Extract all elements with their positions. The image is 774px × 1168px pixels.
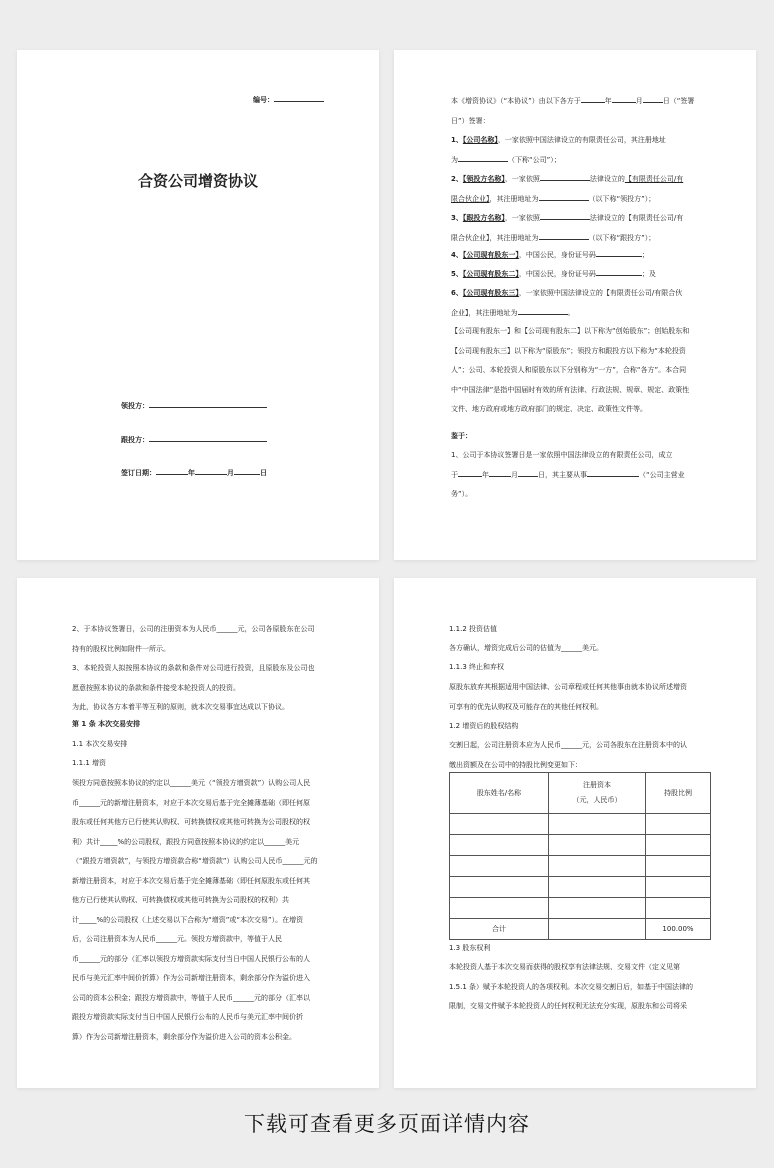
section-1-3-heading: 1.3 股东权利	[449, 944, 491, 952]
party-company: 1、【公司名称】，一家依照中国法律设立的有限责任公司，其注册地址 为 （下称“公司”）；	[451, 136, 666, 164]
whereas-heading: 鉴于：	[451, 432, 472, 440]
table-header-capital: 注册资本 （元，人民币）	[549, 773, 646, 814]
download-more-caption: 下载可查看更多页面详情内容	[244, 1112, 530, 1136]
party-lead-investor: 2、【领投方名称】，一家依照 法律设立的【有限责任公司/有 限合伙企业】，其注册地址为 （以下称“领投方”）；	[451, 170, 711, 209]
lead-investor-line: 领投方：	[121, 396, 267, 416]
table-total-label: 合计	[450, 919, 549, 940]
section-1-1-2-heading: 1.1.2 投资估值	[449, 625, 498, 633]
party-shareholder-1: 4、【公司现有股东一】，中国公民，身份证号码 ；	[451, 246, 711, 266]
rights-paragraph: 本轮投资人基于本次交易而获得的股权享有法律法规、交易文件（定义见第 1.5.1 条）赋予本轮投资人的各项权利。本次交易交割日后，如基于中国法律的 限制，交易文件赋予本轮投资人的任何权利无法充分实现，原股东和公司将采	[449, 963, 694, 1010]
definitions-paragraph: 【公司现有股东一】和【公司现有股东二】以下称为“创始股东”；创始股东和 【公司现有股东三】以下称为“原股东”；领投方和跟投方以下称为“本轮投资 人”；公司、本轮投资人和原股东以下分别称为“一方”，合称“各方”。本合同 中“中国法律”是指中国届时有效的所有法律、行政法规、规章、规定、政策性 文件、地方政府或地方政府部门的规定、决定、政策性文件等。	[451, 327, 690, 413]
valuation-paragraph: 各方确认，增资完成后公司的估值为______美元。	[449, 644, 603, 652]
sign-date-line: 签订日期： 年 月 日	[121, 463, 267, 483]
capital-increase-paragraph: 领投方同意按照本协议的约定以______美元（“领投方增资款”）认购公司人民 币______元的新增注册资本，对应于本次交易后基于完全摊薄基础（即任何原 股东或任何其他方已行使其认购权、可转换债权或其他可转换为公司股权的权 利）共计_____%的公司股权，跟投方同意按照本协议的约定以______美元 （“跟投方增资款”，与领投方增资款合称“增资款”）认购公司人民币______元的 新增注册资本，对应于本次交易后基于完全摊薄基础（即任何原股东或任何其 他方已行使其认购权、可转换债权或其他可转换为公司股权的权利）共 计_____%的公司股权（上述交易以下合称为“增资”或“本次交易”）。在增资 后，公司注册资本为人民币______元。领投方增资款中，等值于人民 币______元的部分（汇率以领投方增资款实际支付当日中国人民银行公布的人 民币与美元汇率中间价折算）作为公司新增注册资本，剩余部分作为溢价进入 公司的资本公积金；跟投方增资款中，等值于人民币______元的部分（汇率以 跟投方增资款实际支付当日中国人民银行公布的人民币与美元汇率中间价折 算）作为公司新增注册资本，剩余部分作为溢价进入公司的资本公积金。	[72, 779, 318, 1041]
table-total-row	[450, 919, 711, 940]
table-row	[450, 877, 711, 898]
section-1-1-3-heading: 1.1.3 终止和弃权	[449, 663, 505, 671]
table-row	[450, 898, 711, 919]
waiver-paragraph: 原股东放弃其根据适用中国法律、公司章程或任何其他事由就本协议所述增资 可享有的优先认购权及可能存在的其他任何权利。	[449, 683, 687, 711]
table-header-row	[450, 773, 711, 814]
table-header-percentage: 持股比例	[646, 773, 711, 814]
table-header-name: 股东姓名/名称	[450, 773, 549, 814]
section-1-2-heading: 1.2 增资后的股权结构	[449, 722, 519, 730]
section-1-1-heading: 1.1 本次交易安排	[72, 740, 128, 748]
article-1-heading: 第 1 条 本次交易安排	[72, 720, 141, 728]
table-row	[450, 835, 711, 856]
section-1-1-1-heading: 1.1.1 增资	[72, 759, 107, 767]
contract-number: 编号：	[253, 90, 324, 110]
table-row	[450, 814, 711, 835]
party-shareholder-2: 5、【公司现有股东二】，中国公民，身份证号码 ；及	[451, 265, 711, 285]
page-transaction	[17, 578, 379, 1088]
shareholding-table	[449, 772, 711, 940]
document-title: 合资公司增资协议	[137, 172, 258, 190]
page-valuation	[394, 578, 756, 1088]
follow-investor-line: 跟投方：	[121, 430, 267, 450]
table-row	[450, 856, 711, 877]
party-shareholder-3: 6、【公司现有股东三】，一家依照中国法律设立的【有限责任公司/有限合伙 企业】，其注册地址为 。	[451, 289, 683, 317]
page-parties	[394, 50, 756, 560]
structure-paragraph: 交割日起，公司注册资本应为人民币______元，公司各股东在注册资本中的认 缴出资额及在公司中的持股比例变更如下：	[449, 741, 687, 769]
recitals-continued: 2、于本协议签署日，公司的注册资本为人民币______元，公司各原股东在公司 持有的股权比例如附件一所示。 3、本轮投资人拟按照本协议的条款和条件对公司进行投资，且原股东及公司也 愿意按照本协议的条款和条件接受本轮投资人的投资。 为此，协议各方本着平等互利的原则，就本次交易事宜达成以下协议。	[72, 625, 315, 711]
page-cover	[17, 50, 379, 560]
intro-paragraph: 本《增资协议》（“本协议”）由以下各方于 年 月 日（“签署 日”）签署：	[451, 92, 711, 131]
party-follow-investor: 3、【跟投方名称】，一家依照 法律设立的【有限责任公司/有 限合伙企业】，其注册地址为 （以下称“跟投方”）；	[451, 209, 711, 248]
table-total-percentage: 100.00%	[646, 919, 711, 940]
whereas-clause-1: 1、公司于本协议签署日是一家依照中国法律设立的有限责任公司，成立 于 年 月 日，其主要从事 （“公司主营业 务”）。	[451, 451, 685, 498]
